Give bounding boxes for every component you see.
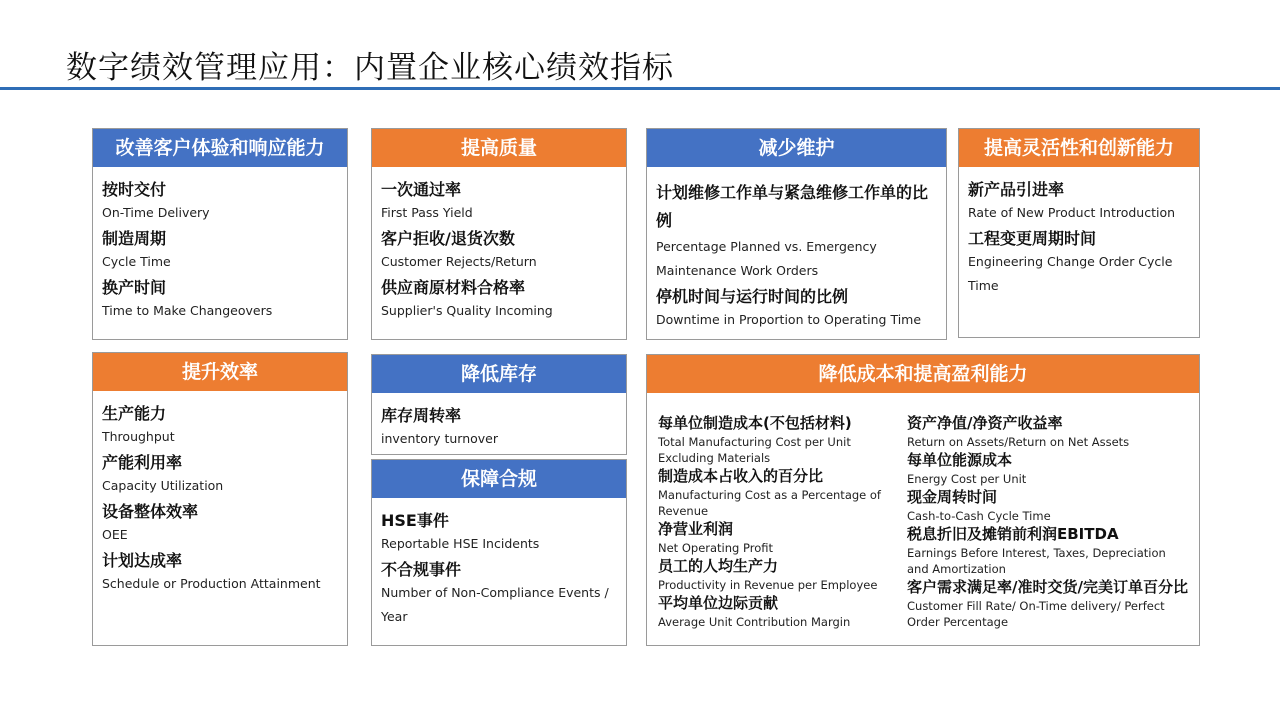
card-quality [371, 128, 627, 340]
kpi-subtitle: Throughput [102, 429, 175, 444]
kpi-title: 不合规事件 [381, 560, 462, 579]
kpi-subtitle: Energy Cost per Unit [907, 472, 1027, 486]
page-title: 数字绩效管理应用：内置企业核心绩效指标 [66, 50, 674, 86]
kpi-subtitle: OEE [102, 527, 128, 542]
kpi-subtitle: Schedule or Production Attainment [102, 576, 321, 591]
kpi-subtitle: Rate of New Product Introduction [968, 205, 1176, 220]
kpi-subtitle: Reportable HSE Incidents [381, 536, 540, 551]
card-header: 提高灵活性和创新能力 [959, 129, 1199, 167]
kpi-subtitle: Total Manufacturing Cost per Unit Excluding Materials [658, 435, 851, 465]
kpi-subtitle: Cycle Time [102, 254, 171, 269]
card-customer-experience [92, 128, 348, 340]
title-divider [0, 87, 1280, 90]
card-efficiency [92, 352, 348, 646]
kpi-subtitle: Productivity in Revenue per Employee [658, 578, 878, 592]
card-cost-profitability [646, 354, 1200, 646]
kpi-subtitle: Capacity Utilization [102, 478, 224, 493]
cost-kpi-column-right [907, 413, 1189, 630]
kpi-subtitle: Customer Fill Rate/ On-Time delivery/ Perfect Order Percentage [907, 599, 1165, 629]
kpi-title: 员工的人均生产力 [658, 557, 779, 575]
card-compliance [371, 459, 627, 646]
card-header: 提升效率 [93, 353, 347, 391]
kpi-subtitle: Percentage Planned vs. Emergency Maintenance Work Orders [656, 239, 877, 278]
kpi-title: 库存周转率 [381, 406, 462, 425]
kpi-subtitle: Customer Rejects/Return [381, 254, 537, 269]
kpi-title: 制造成本占收入的百分比 [658, 467, 824, 485]
card-header: 保障合规 [372, 460, 626, 498]
cost-kpi-column-left [658, 413, 890, 630]
kpi-subtitle: Time to Make Changeovers [102, 303, 273, 318]
kpi-subtitle: Supplier's Quality Incoming [381, 303, 553, 318]
card-header: 提高质量 [372, 129, 626, 167]
kpi-title: 计划达成率 [102, 551, 183, 570]
kpi-title: 平均单位边际贡献 [658, 594, 779, 612]
kpi-subtitle: Manufacturing Cost as a Percentage of Revenue [658, 488, 881, 518]
kpi-subtitle: On-Time Delivery [102, 205, 210, 220]
card-header: 降低成本和提高盈利能力 [647, 355, 1199, 393]
kpi-title: 按时交付 [102, 180, 167, 199]
kpi-title: 净营业利润 [658, 520, 734, 538]
kpi-subtitle: Cash-to-Cash Cycle Time [907, 509, 1051, 523]
kpi-title: 生产能力 [102, 404, 167, 423]
kpi-title: 每单位能源成本 [907, 451, 1013, 469]
card-header: 改善客户体验和响应能力 [93, 129, 347, 167]
kpi-subtitle: Average Unit Contribution Margin [658, 615, 851, 629]
kpi-subtitle: First Pass Yield [381, 205, 473, 220]
kpi-title: 设备整体效率 [102, 502, 199, 521]
kpi-title: 停机时间与运行时间的比例 [656, 287, 849, 306]
kpi-subtitle: Earnings Before Interest, Taxes, Depreciation and Amortization [907, 546, 1166, 576]
kpi-title: 每单位制造成本(不包括材料) [658, 414, 852, 432]
kpi-subtitle: inventory turnover [381, 431, 499, 446]
card-maintenance [646, 128, 947, 340]
kpi-title: 制造周期 [102, 229, 167, 248]
card-agility-innovation [958, 128, 1200, 338]
kpi-title: 现金周转时间 [907, 488, 998, 506]
kpi-title: 工程变更周期时间 [968, 229, 1097, 248]
kpi-title: 产能利用率 [102, 453, 183, 472]
kpi-title: 新产品引进率 [968, 180, 1065, 199]
kpi-subtitle: Net Operating Profit [658, 541, 773, 555]
kpi-subtitle: Engineering Change Order Cycle Time [968, 254, 1173, 293]
card-header: 减少维护 [647, 129, 946, 167]
kpi-subtitle: Return on Assets/Return on Net Assets [907, 435, 1130, 449]
kpi-title: 一次通过率 [381, 180, 462, 199]
card-inventory [371, 354, 627, 455]
kpi-title: 计划维修工作单与紧急维修工作单的比例 [656, 183, 929, 230]
kpi-title: HSE事件 [381, 511, 449, 530]
kpi-title: 资产净值/净资产收益率 [907, 414, 1063, 432]
kpi-subtitle: Number of Non-Compliance Events / Year [381, 585, 609, 624]
kpi-title: 换产时间 [102, 278, 167, 297]
kpi-subtitle: Downtime in Proportion to Operating Time [656, 312, 922, 327]
kpi-title: 客户需求满足率/准时交货/完美订单百分比 [907, 578, 1188, 596]
kpi-title: 税息折旧及摊销前利润EBITDA [907, 525, 1119, 543]
kpi-title: 客户拒收/退货次数 [381, 229, 515, 248]
kpi-title: 供应商原材料合格率 [381, 278, 526, 297]
card-header: 降低库存 [372, 355, 626, 393]
